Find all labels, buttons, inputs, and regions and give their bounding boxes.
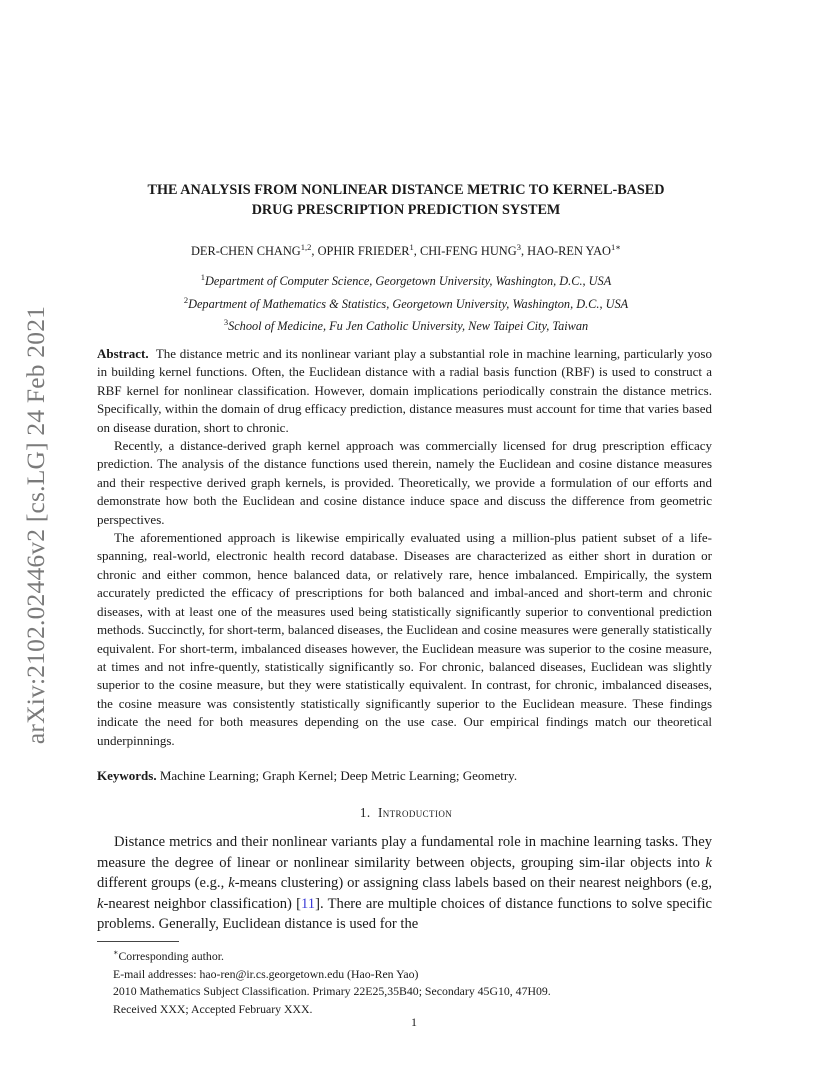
affiliation-number: 3	[223, 317, 229, 328]
footnotes	[113, 944, 713, 1018]
introduction-paragraph	[97, 832, 712, 935]
math-k: k	[705, 854, 712, 871]
intro-text: -nearest neighbor classification) [	[103, 895, 302, 912]
intro-text: -means clustering) or assigning class labels based on their nearest neighbors (e.g,	[234, 875, 712, 892]
section-title: Introduction	[377, 805, 453, 820]
keywords-text: Machine Learning; Graph Kernel; Deep Metric Learning; Geometry.	[159, 768, 518, 783]
author-name: CHI-FENG HUNG	[419, 244, 517, 259]
keywords	[97, 767, 712, 785]
math-k: k	[228, 875, 235, 892]
citation-link[interactable]: 11	[301, 895, 316, 912]
affiliation-number: 1	[200, 272, 206, 282]
section-heading	[96, 805, 716, 821]
footnote-received: Received XXX; Accepted February XXX.	[113, 1001, 313, 1016]
author-affil-sup: 1∗	[611, 242, 622, 252]
affiliation-text: Department of Computer Science, Georgetown University, Washington, D.C., USA	[205, 274, 612, 289]
abstract-paragraph-1	[97, 345, 712, 437]
affiliation	[96, 313, 716, 336]
keywords-label: Keywords.	[97, 768, 157, 783]
footnote-text: Corresponding author.	[118, 948, 224, 963]
footnote-mark: ∗	[113, 948, 119, 957]
affiliation	[96, 291, 716, 314]
author-affil-sup: 3	[516, 242, 521, 252]
affiliation-number: 2	[183, 294, 189, 305]
abstract-paragraph-2: Recently, a distance-derived graph kernel approach was commercially licensed for drug prescription efficacy prediction. The analysis of the distance functions used therein, namely the Euclidean and cosine distance measures and their respective derived graph kernels, is provided. Theoretically, we provide a formulation of our efforts and demonstrate how both the Euclidean and cosine distance induce space and discuss the difference from geometric perspectives.	[97, 438, 712, 527]
author-affil-sup: 1	[409, 242, 414, 252]
math-k: k	[97, 895, 104, 912]
author-name: DER-CHEN CHANG	[190, 244, 301, 259]
abstract	[97, 345, 712, 750]
affiliation-list	[96, 268, 716, 336]
abstract-text: The distance metric and its nonlinear variant play a substantial role in machine learning, particularly yoso in building kernel functions. Often, the Euclidean distance with a radial basis function (RBF) is used to construct a RBF kernel for nonlinear classification. However, domain implications periodically constrain the distance metrics. Specifically, within the domain of drug efficacy prediction, distance measures must account for time that varies based on disease duration, short to chronic.	[97, 346, 712, 435]
footnote-corresponding	[113, 944, 713, 966]
intro-text: different groups (e.g.,	[97, 875, 229, 892]
affiliation-text: School of Medicine, Fu Jen Catholic University, New Taipei City, Taiwan	[228, 319, 589, 334]
paper-title-line-1: THE ANALYSIS FROM NONLINEAR DISTANCE METRIC TO KERNEL-BASED	[147, 182, 665, 198]
footnote-email: E-mail addresses: hao-ren@ir.cs.georgetown.edu (Hao-Ren Yao)	[113, 966, 419, 981]
author-list: DER-CHEN CHANG$^{1,2}$, OPHIR FRIEDER$^1$, CHI-FENG HUNG$^3$, HAO-REN $YAO^{1∗}$	[190, 242, 622, 259]
arxiv-side-stamp	[23, 290, 49, 760]
author-name: OPHIR FRIEDER	[317, 244, 410, 259]
footnote-rule	[97, 941, 179, 942]
author-name: HAO-REN YAO	[527, 244, 611, 259]
affiliation-text: Department of Mathematics & Statistics, Georgetown University, Washington, D.C., USA	[188, 296, 629, 311]
footnote-msc: 2010 Mathematics Subject Classification. Primary 22E25,35B40; Secondary 45G10, 47H09.	[113, 984, 551, 999]
author-affil-sup: 1,2	[300, 242, 312, 252]
paper-title	[96, 180, 716, 220]
arxiv-identifier: arXiv:2102.02446v2 [cs.LG] 24 Feb 2021	[21, 305, 50, 745]
abstract-label: Abstract.	[97, 346, 149, 361]
page-number: 1	[411, 1015, 417, 1029]
intro-text: ]. There are multiple choices of distance functions to solve specific problems. Generally, Euclidean distance is used for the	[97, 895, 713, 933]
section-number: 1.	[359, 805, 371, 820]
intro-text: Distance metrics and their nonlinear variants play a fundamental role in machine learning tasks. They measure the degree of linear or nonlinear similarity between objects, grouping sim-ilar objects into	[97, 834, 712, 871]
affiliation	[96, 268, 716, 291]
paper-title-line-2: DRUG PRESCRIPTION PREDICTION SYSTEM	[251, 202, 561, 218]
abstract-paragraph-3: The aforementioned approach is likewise empirically evaluated using a million-plus patient subset of a life-spanning, real-world, electronic health record database. Diseases are characterized as either short in duration or chronic and either common, hence balanced data, or relatively rare, hence imbalanced. Empirically, the system accurately predicted the efficacy of prescriptions for both balanced and imbal-anced and short-term and chronic diseases, with at least one of the measures used being statistically significantly superior to conventional prediction methods. Succinctly, for short-term, balanced diseases, the Euclidean and cosine measures were generally statistically equivalent. For short-term, imbalanced diseases however, the Euclidean measure was superior to the cosine measure, at times and not infre-quently, statistically significantly so. For chronic, balanced diseases, Euclidean was slightly superior to the cosine measure, but they were statistically equivalent. In contrast, for chronic, imbalanced diseases, the cosine measure was consistently statistically significantly superior to the Euclidean measure. These findings indicate the need for both measures depending on the use case. Our empirical findings match our theoretical underpinnings.	[97, 530, 712, 748]
